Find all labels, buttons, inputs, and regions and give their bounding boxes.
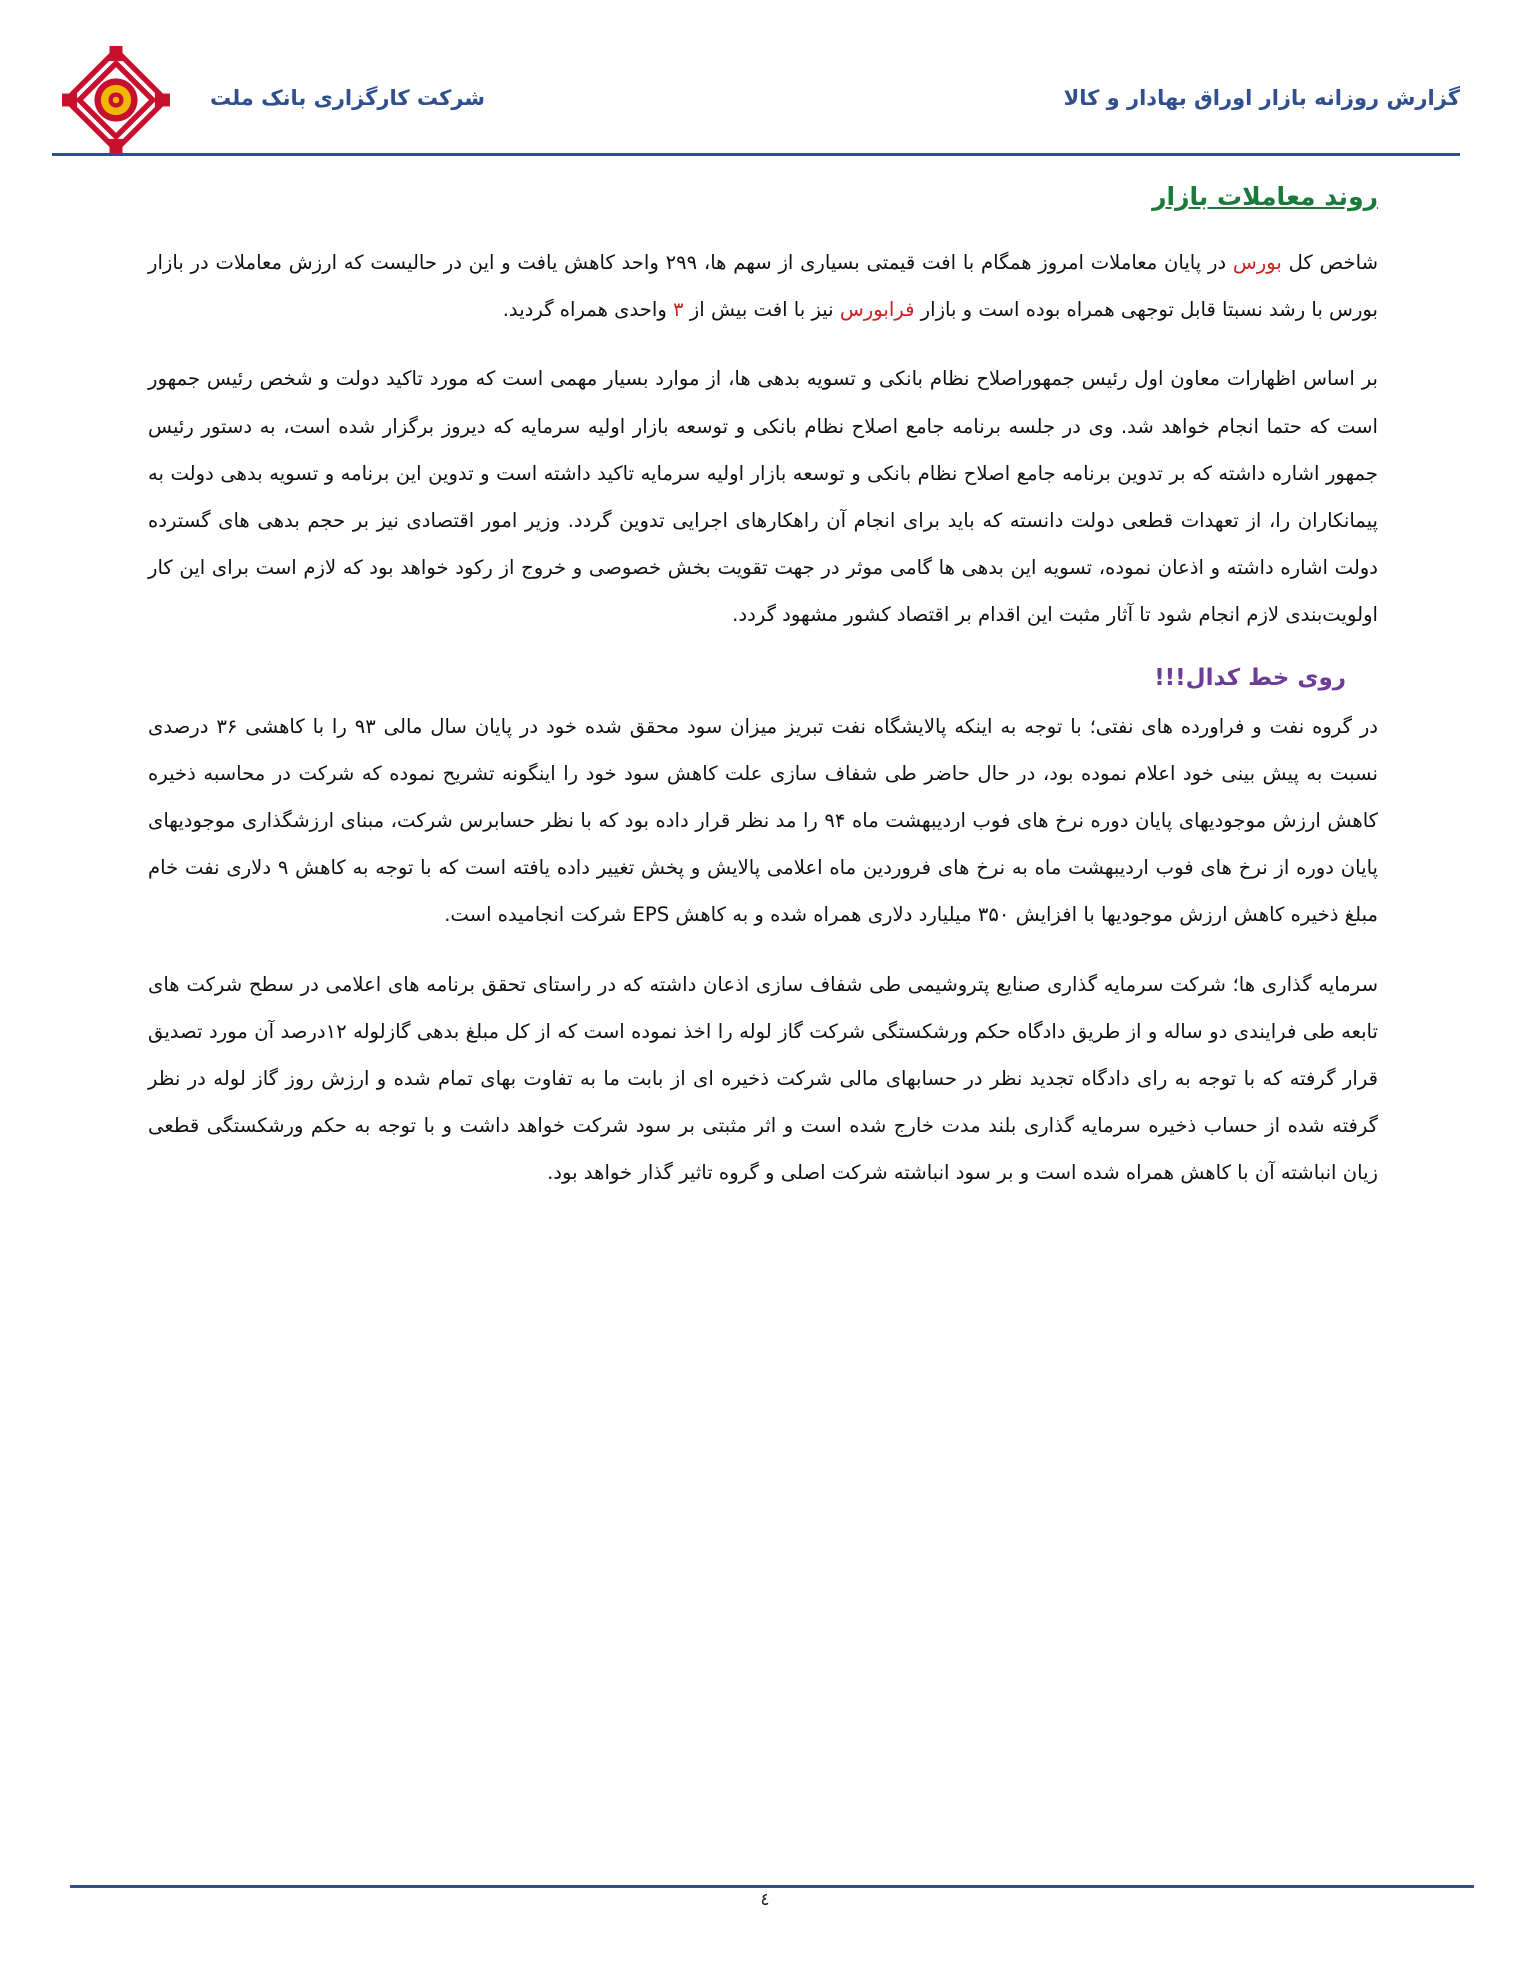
report-body (148, 182, 1378, 1219)
bank-mellat-logo-icon (62, 46, 170, 154)
paragraph-market-index: شاخص کل بورس در پایان معاملات امروز همگام با افت قیمتی بسیاری از سهم ها، ۲۹۹ واحد کاهش یافت و این در حالیست که ارزش معاملات در بازار بورس با رشد نسبتا قابل توجهی همراه بوده است و بازار فرابورس نیز با افت بیش از ۳ واحدی همراه گردید. (148, 251, 1378, 322)
page-number: ٤ (760, 1890, 770, 1910)
paragraph-petrochemical-investment: سرمایه گذاری ها؛ شرکت سرمایه گذاری صنایع پتروشیمی طی شفاف سازی اذعان داشته که در راستای تحقق برنامه های اعلامی در سطح شرکت های تابعه طی فرایندی دو ساله و از طریق دادگاه حکم ورشکستگی شرکت گاز لوله را اخذ نموده است که از کل مبلغ بدهی گازلوله ۱۲درصد آن مورد تصدیق قرار گرفته که با توجه به رای دادگاه تجدید نظر در حسابهای مالی شرکت ذخیره ای از بابت ما به تفاوت بهای تمام شده و ارزش روز گاز لوله در نظر گرفته شده از حساب ذخیره سرمایه گذاری بلند مدت خارج شده است و اثر مثبتی بر سود شرکت خواهد داشت و با توجه به حکم ورشکستگی قطعی زیان انباشته آن با کاهش همراه شده است و بر سود انباشته شرکت اصلی و گروه تاثیر گذار خواهد بود. (148, 972, 1378, 1185)
report-title: گزارش روزانه بازار اوراق بهادار و کالا (1063, 86, 1460, 110)
header-divider (52, 153, 1460, 156)
paragraph-banking-reform: بر اساس اظهارات معاون اول رئیس جمهوراصلاح نظام بانکی و تسویه بدهی ها، از موارد بسیار مهمی است که مورد تاکید دولت و شخص رئیس جمهور است که حتما انجام خواهد شد. وی در جلسه برنامه جامع اصلاح نظام بانکی و توسعه بازار اولیه سرمایه که دیروز برگزار شده است، به دستور رئیس جمهور اشاره داشته که بر تدوین برنامه جامع اصلاح نظام بانکی و توسعه بازار اولیه سرمایه تاکید داشته است و تدوین این برنامه و تسویه بدهی دولت به پیمانکاران را، از تعهدات قطعی دولت دانسته که باید برای انجام آن راهکارهای اجرایی تدوین گردد. وزیر امور اقتصادی نیز بر حجم بدهی های گسترده دولت اشاره داشته و اذعان نموده، تسویه این بدهی ها گامی موثر در جهت تقویت بخش خصوصی و خروج از رکود خواهد بود که لازم است برای این کار اولویت‌بندی لازم انجام شود تا آثار مثبت این اقدام بر اقتصاد کشور مشهود گردد. (148, 367, 1378, 627)
paragraph-oil-refinery: در گروه نفت و فراورده های نفتی؛ با توجه به اینکه پالایشگاه نفت تبریز میزان سود محقق شده خود در پایان سال مالی ۹۳ را با کاهشی ۳۶ درصدی نسبت به پیش بینی خود اعلام نموده بود، در حال حاضر طی شفاف سازی علت کاهش سود خود را اینگونه تشریح نموده که شرکت در محاسبه ذخیره کاهش ارزش موجودیهای پایان دوره نرخ های فوب اردیبهشت ماه ۹۴ را مد نظر قرار داده بود که با نظر حسابرس شرکت، مبنای ارزشگذاری موجودیهای پایان دوره از نرخ های فوب اردیبهشت ماه به نرخ های فروردین ماه اعلامی پالایش و پخش تغییر داده یافته است که با توجه به کاهش ۹ دلاری نفت خام مبلغ ذخیره کاهش ارزش موجودیها با افزایش ۳۵۰ میلیارد دلاری همراه شده و به کاهش EPS شرکت انجامیده است. (148, 714, 1379, 927)
highlight-number: ۳ (673, 298, 684, 322)
section-heading-market-trend: روند معاملات بازار (1152, 182, 1378, 211)
footer-divider (70, 1885, 1474, 1888)
highlight-bourse: بورس (1232, 251, 1282, 274)
company-name: شرکت کارگزاری بانک ملت (210, 86, 486, 110)
highlight-farabourse: فرابورس (839, 298, 915, 322)
sub-heading-codal: روی خط کدال!!! (1154, 664, 1346, 691)
